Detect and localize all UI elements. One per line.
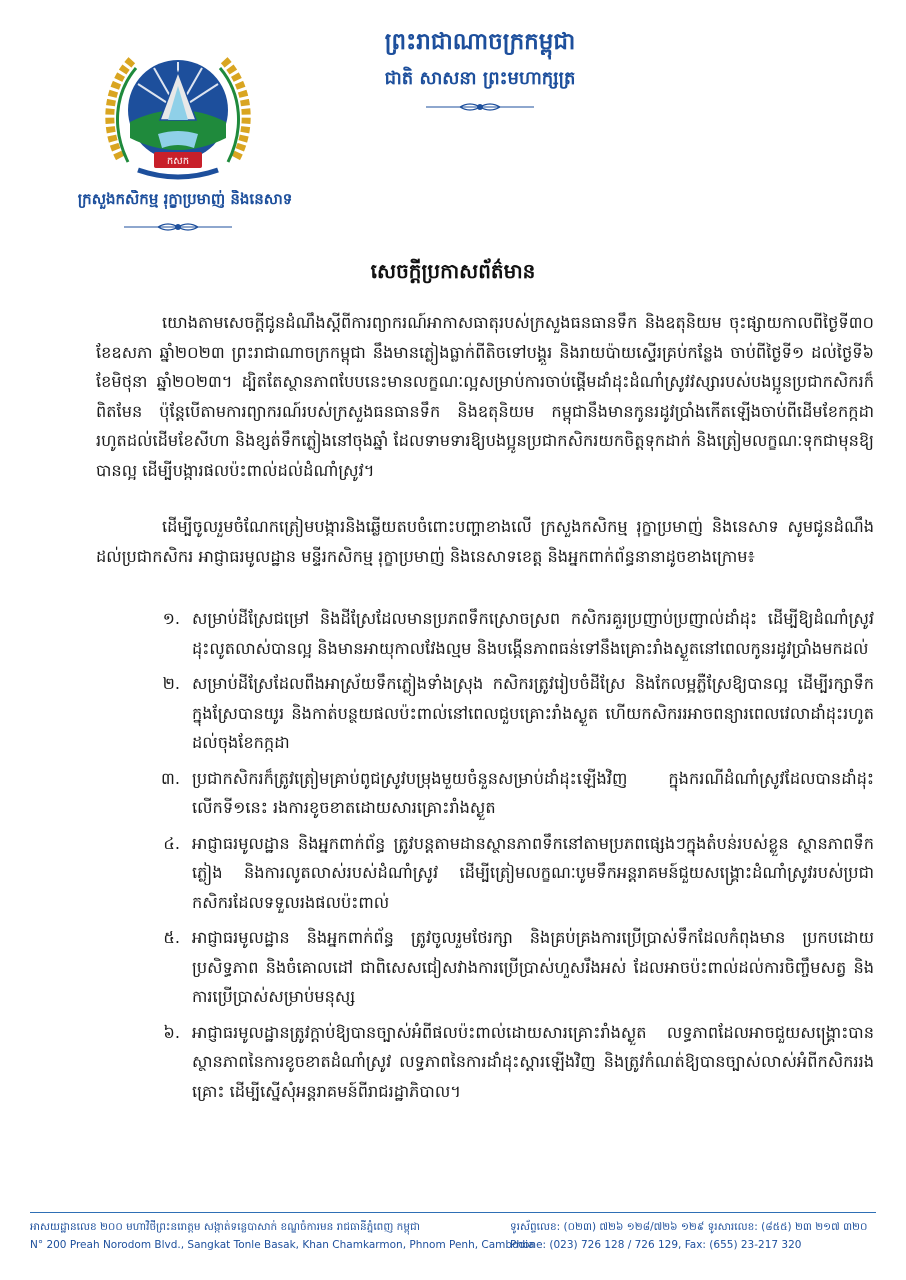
list-item <box>96 764 874 823</box>
footer-address-english: N° 200 Preah Norodom Blvd., Sangkat Tonle Basak, Khan Chamkarmon, Phnom Penh, Cambodia <box>30 1239 535 1251</box>
ornament-divider-right-icon <box>420 100 540 114</box>
footer-phone-khmer: ទូរស័ព្ទលេខ: (០២៣) ៧២៦ ១២៨/៧២៦ ១២៩ ទូរសារលេខ: (៨៥៥) ២៣ ២១៧ ៣២០ <box>510 1221 868 1233</box>
emblem-banner-text: កសក <box>166 156 190 167</box>
footer-address <box>30 1218 535 1254</box>
footer-phone-english: Phone: (023) 726 128 / 726 129, Fax: (655) 23-217 320 <box>510 1239 802 1251</box>
document-title: សេចក្ដីប្រកាសព័ត៌មាន <box>370 259 536 283</box>
national-motto: ជាតិ សាសនា ព្រះមហាក្សត្រ <box>384 68 576 89</box>
ministry-emblem-logo <box>98 38 258 188</box>
intro-paragraph: យោងតាមសេចក្ដីជូនដំណឹងស្ដីពីការព្យាករណ៍អាកាសធាតុរបស់ក្រសួងធនធានទឹក និងឧតុនិយម ចុះផ្សាយកាលពីថ្ងៃទី៣០ ខែឧសភា ឆ្នាំ២០២៣ ព្រះរាជាណាចក្រកម្ពុជា នឹងមានភ្លៀងធ្លាក់ពីតិចទៅបង្គួរ និងរាយប៉ាយស្ទើរគ្រប់កន្លែង ចាប់ពីថ្ងៃទី១ ដល់ថ្ងៃទី៦ ខែមិថុនា ឆ្នាំ២០២៣។ ដ្បិតតែស្ថានភាពបែបនេះមានលក្ខណៈល្អសម្រាប់ការចាប់ផ្ដើមដាំដុះដំណាំស្រូវវស្សារបស់បងប្អូនប្រជាកសិករក៏ពិតមែន ប៉ុន្តែបើតាមការព្យាករណ៍របស់ក្រសួងធនធានទឹក និងឧតុនិយម កម្ពុជានឹងមានកូនរដូវប្រាំងកើតឡើងចាប់ពីដើមខែកក្កដា រហូតដល់ដើមខែសីហា និងខ្សត់ទឹកភ្លៀងនៅចុងឆ្នាំ ដែលទាមទារឱ្យបងប្អូនប្រជាកសិករយកចិត្តទុកដាក់ និងត្រៀមលក្ខណៈទុកជាមុនឱ្យបានល្អ ដើម្បីបង្ការផលប៉ះពាល់ដល់ដំណាំស្រូវ។ <box>96 313 874 480</box>
list-item <box>96 829 874 918</box>
ministry-name: ក្រសួងកសិកម្ម រុក្ខាប្រមាញ់ និងនេសាទ <box>77 190 293 208</box>
list-item <box>96 669 874 758</box>
recommendation-list <box>96 604 874 1112</box>
list-item-number: ៦. <box>163 1022 180 1042</box>
list-item-number: ៤. <box>163 833 180 853</box>
footer-contact <box>510 1218 880 1254</box>
list-item-text: សម្រាប់ដីស្រែដែលពឹងអាស្រ័យទឹកភ្លៀងទាំងស្រុង កសិករត្រូវរៀបចំដីស្រែ និងកែលម្អភ្លឺស្រែឱ្យបានល្អ ដើម្បីរក្សាទឹកក្នុងស្រែបានយូរ និងកាត់បន្ថយផលប៉ះពាល់នៅពេលជួបគ្រោះរាំងស្ងួត ហើយកសិកររអាចពន្យារពេលវេលាដាំដុះរហូតដល់ចុងខែកក្កដា <box>192 674 874 752</box>
list-item <box>96 1018 874 1107</box>
list-item-text: អាជ្ញាធរមូលដ្ឋាន និងអ្នកពាក់ព័ន្ធ ត្រូវបន្តតាមដានស្ថានភាពទឹកនៅតាមប្រភពផ្សេងៗក្នុងតំបន់របស់ខ្លួន ស្ថានភាពទឹកភ្លៀង និងការលូតលាស់របស់ដំណាំស្រូវ ដើម្បីត្រៀមលក្ខណៈបូមទឹកអន្តរាគមន៍ជួយសង្គ្រោះដំណាំស្រូវរបស់ប្រជាកសិករដែលទទួលរងផលប៉ះពាល់ <box>192 833 874 912</box>
kingdom-heading: ព្រះរាជាណាចក្រកម្ពុជា <box>384 28 576 55</box>
list-item-number: ២. <box>162 674 180 693</box>
list-item-number: ១. <box>162 609 180 628</box>
notice-paragraph: ដើម្បីចូលរួមចំណែកត្រៀមបង្ការនិងឆ្លើយតបចំពោះបញ្ហាខាងលើ ក្រសួងកសិកម្ម រុក្ខាប្រមាញ់ និងនេសាទ សូមជូនដំណឹងដល់ប្រជាកសិករ អាជ្ញាធរមូលដ្ឋាន មន្ទីរកសិកម្ម រុក្ខាប្រមាញ់ និងនេសាទខេត្ត និងអ្នកពាក់ព័ន្ធនានាដូចខាងក្រោម៖ <box>96 517 874 566</box>
footer-divider <box>30 1212 876 1213</box>
footer-address-khmer: អាសយដ្ឋានលេខ ២០០ មហាវិថីព្រះនរោត្តម សង្កាត់ទន្លេបាសាក់ ខណ្ឌចំការមន រាជធានីភ្នំពេញ កម្ពុជា <box>30 1221 420 1233</box>
list-item-text: សម្រាប់ដីស្រែជម្រៅ និងដីស្រែដែលមានប្រភពទឹកស្រោចស្រព កសិករគួរប្រញាប់ប្រញាល់ដាំដុះ ដើម្បីឱ្យដំណាំស្រូវដុះលូតលាស់បានល្អ និងមានអាយុកាលវែងល្មម និងបង្កើនភាពធន់ទៅនឹងគ្រោះរាំងស្ងួតនៅពេលកូនរដូវប្រាំងមកដល់ <box>192 609 874 658</box>
list-item-number: ៣. <box>161 768 180 788</box>
list-item <box>96 923 874 1012</box>
list-item <box>96 604 874 663</box>
list-item-text: អាជ្ញាធរមូលដ្ឋានត្រូវក្ដាប់ឱ្យបានច្បាស់អំពីផលប៉ះពាល់ដោយសារគ្រោះរាំងស្ងួត លទ្ធភាពដែលអាចជួយសង្គ្រោះបាន ស្ថានភាពនៃការខូចខាតដំណាំស្រូវ លទ្ធភាពនៃការដាំដុះស្តារឡើងវិញ និងត្រូវកំណត់ឱ្យបានច្បាស់លាស់អំពីកសិកររងគ្រោះ ដើម្បីស្នើសុំអន្តរាគមន៍ពីរាជរដ្ឋាភិបាល។ <box>192 1022 874 1101</box>
list-item-number: ៥. <box>163 928 180 947</box>
ornament-divider-left-icon <box>118 220 238 234</box>
list-item-text: ប្រជាកសិករក៏ត្រូវត្រៀមគ្រាប់ពូជស្រូវបម្រុងមួយចំនួនសម្រាប់ដាំដុះឡើងវិញ ក្នុងករណីដំណាំស្រូវដែលបានដាំដុះលើកទី១នេះ រងការខូចខាតដោយសារគ្រោះរាំងស្ងួត <box>192 768 874 817</box>
list-item-text: អាជ្ញាធរមូលដ្ឋាន និងអ្នកពាក់ព័ន្ធ ត្រូវចូលរួមថែរក្សា និងគ្រប់គ្រងការប្រើប្រាស់ទឹកដែលកំពុងមាន ប្រកបដោយប្រសិទ្ធភាព និងចំគោលដៅ ជាពិសេសជៀសវាងការប្រើប្រាស់ហួសរឹងអស់ ដែលអាចប៉ះពាល់ដល់ការចិញ្ចឹមសត្វ និងការប្រើប្រាស់សម្រាប់មនុស្ស <box>192 928 874 1006</box>
